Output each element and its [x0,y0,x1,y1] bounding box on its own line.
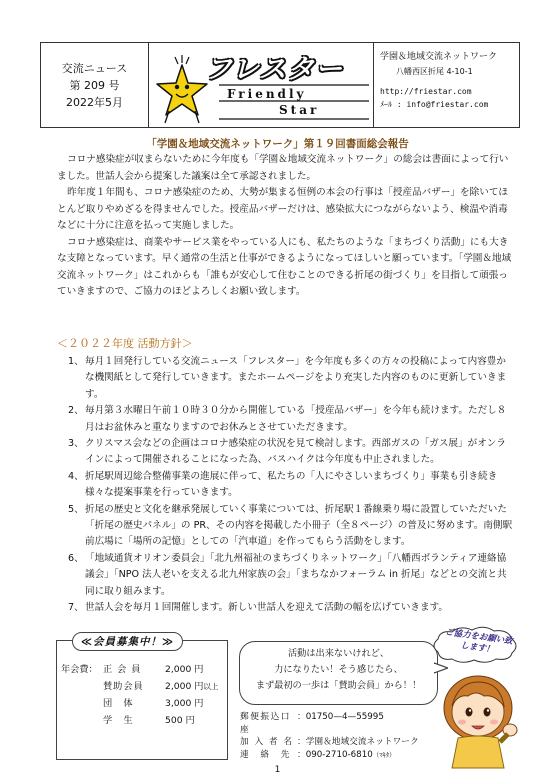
logo-subtitle-friendly: Friendly [227,87,307,101]
policy-item-number: 1、 [68,356,84,367]
policy-item-number: 2、 [68,405,84,417]
star-mascot-icon [155,53,209,125]
fee-amount: 2,000 円 [165,681,204,692]
issue-number: 第 209 号 [69,78,120,92]
policy-item-text: 毎月１回発行している交流ニュース「フレスター」を今年度も多くの方々の投稿によって内容豊かな機関紙として発行していきます。またホームページをより充実した内容のものに更新していきます。 [85,356,507,400]
contact-key: 連 絡 先 [240,749,291,760]
logo-area [149,43,373,127]
report-paragraph: コロナ感染症が収まらないために今年度も「学園＆地域交流ネットワーク」の総会は書面によって行いました。世話人会から提案した議案は全て承認されました。 [57,154,509,182]
cloud-text: ご協力をお願い致します！ [444,627,514,656]
fee-lead: 年会費： [61,664,98,675]
contact-key: 郵便振込口座 [240,712,291,735]
contact-value: ：090-2710-6810 [297,749,373,760]
contact-value: ：01750—4—55995 [297,712,384,722]
report-paragraph: コロナ感染症は、商業やサービス業をやっている人にも、私たちのような「まちづくり活動」にも大きな支障となっています。早く通常の生活と仕事ができるようになってほしいと願っています。「学園＆地域交流ネットワーク」はこれからも「誰もが安心して住むことのできる折尾の街づくり」を目指して頑張っていきますので、ご協力のほどよろしくお願い致します。 [57,236,512,297]
report-title: 「学園＆地域交流ネットワーク」第１９回書面総会報告 [146,138,409,150]
report-body [57,152,512,301]
policy-list [68,354,514,617]
contact-row [240,736,419,749]
policy-item [68,354,514,403]
policy-item-number: 4、 [68,470,84,482]
fee-row [61,678,223,695]
email-link[interactable]: ﾒｰﾙ : info@friestar.com [380,100,489,109]
fee-amount: 2,000 円 [165,664,204,675]
fee-row [61,695,223,712]
policy-item-number: 5、 [68,503,84,515]
newsletter-label: 交流ニュース [61,61,128,75]
contact-info [240,711,419,761]
policy-item-text: 折尾の歴史と文化を継承発展していく事業については、折尾駅１番線乗り場に設置していただいた「折尾の歴史パネル」の PR、その内容を掲載した小冊子（全８ページ）の普及に努めます。南側駅前広場に「場所の記憶」としての「汽車道」を作ってもらう活動をします。 [85,503,513,548]
issue-info [41,43,149,127]
fee-amount: 3,000 円 [165,698,204,709]
fee-type: 賛助会員 [103,681,144,692]
policy-item-text: クリスマス会などの企画はコロナ感染症の状況を見て検討します。西部ガスの「ガス展」がオンラインによって開催されることになった為、バスハイクは今年度も中止されました。 [85,438,506,466]
newsletter-header [40,42,520,128]
report-paragraph: 昨年度１年間も、コロナ感染症のため、大勢が集まる恒例の本会の行事は「授産品バザー」を除いてほとんど取りやめざるを得ませんでした。授産品バザーだけは、感染拡大につながらないよう、検温や消毒などに十分に注意を払って実施しました。 [57,187,509,231]
policy-item-number: 3、 [68,438,84,450]
fee-row [61,661,223,678]
bubble-line: 活動は出来ないけれど、 [287,648,390,659]
policy-item [68,551,514,600]
policy-item-number: 6、 [68,552,84,564]
org-address: 八幡西区折尾 4-10-1 [396,67,473,76]
issue-date: 2022年5月 [66,95,123,109]
membership-fees [61,661,223,729]
policy-heading: ＜２０２２年度 活動方針＞ [57,337,193,350]
policy-item-text: 毎月第３水曜日午前１０時３０分から開催している「授産品バザー」を今年も続けます。ただし８月はお盆休みと重なりますのでお休みとさせていただきます。 [85,405,507,433]
page-number: 1 [274,765,281,775]
logo-title: フレスター [205,54,344,85]
policy-item [68,600,514,616]
bubble-line: まず最初の一歩は「賛助会員」から！！ [255,680,422,691]
policy-item [68,403,514,436]
membership-title: ≪会員募集中！≫ [72,632,183,651]
policy-item-text: 世話人会を毎月１回開催します。新しい世話人を迎えて活動の幅を広げていきます。 [85,602,449,614]
bubble-line: 力になりたい！そう感じたら、 [274,664,403,675]
policy-item [68,469,514,502]
membership-box [56,636,228,760]
fee-row [61,712,223,729]
girl-illustration-icon [428,630,528,770]
contact-key: 加 入 者 名 [240,737,294,747]
policy-item-number: 7、 [68,602,84,614]
website-link[interactable]: http://friestar.com [380,87,472,96]
org-name: 学園＆地域交流ネットワーク [380,52,498,62]
org-info [373,43,519,127]
policy-item-text: 折尾駅周辺総合整備事業の進展に伴って、私たちの「人にやさしいまちづくり」事業も引き続き様々な提案事業を行っていきます。 [85,470,498,499]
fee-note: 以上 [203,682,219,691]
fee-type: 学 生 [103,715,134,726]
policy-item [68,436,514,469]
logo-subtitle-star: Star [279,103,320,117]
speech-bubble [239,641,438,705]
fee-amount: 500 円 [165,715,195,726]
fee-type: 正 会 員 [103,664,142,675]
contact-row [240,711,419,736]
fee-type: 団 体 [103,698,134,709]
policy-item-text: 「地域通貨オリオン委員会」「北九州福祉のまちづくりネットワーク」「八幡西ボランティア連絡協議会」「NPO 法人老いを支える北九州家族の会」「まちなかフォーラム in 折尾」などとの交流と共同に取り組みます。 [85,552,507,597]
contact-value: ：学園＆地域交流ネットワーク [297,737,419,747]
contact-note: （ﾏｷﾀ） [372,750,396,759]
contact-row [240,749,419,762]
policy-item [68,502,514,551]
